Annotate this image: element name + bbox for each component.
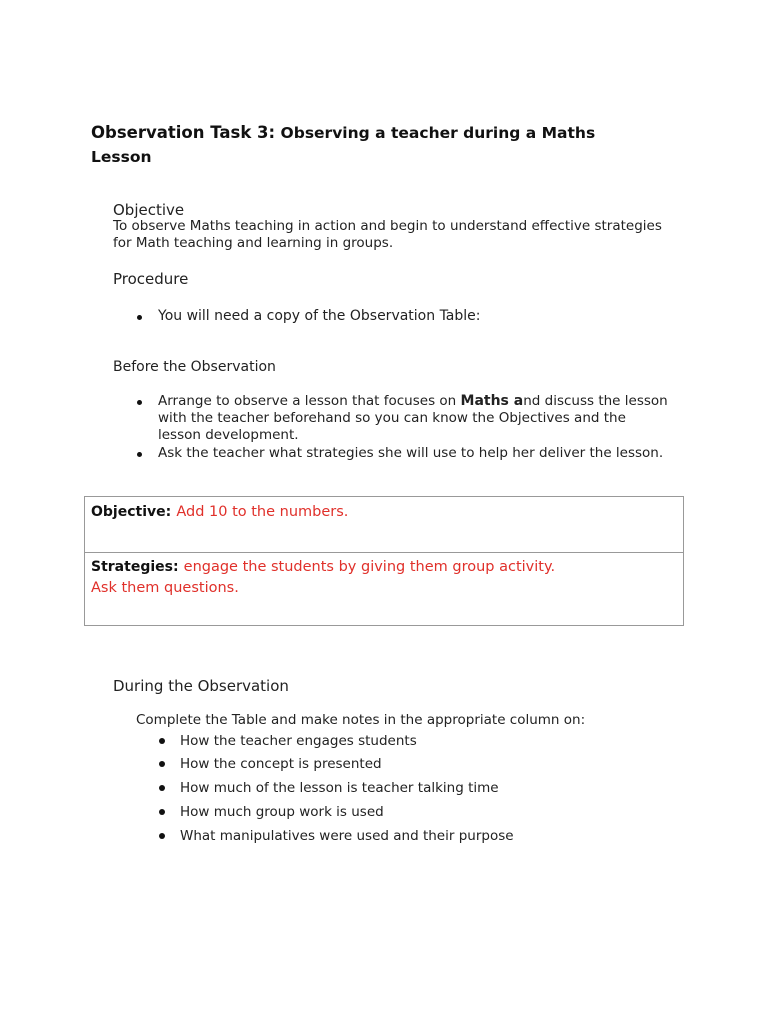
list-item-text: How the concept is presented	[180, 756, 382, 772]
title-task-description: Observing a teacher during a Maths	[280, 124, 596, 142]
list-item-text: How much of the lesson is teacher talking time	[180, 780, 499, 796]
before-bullet-1-line3: lesson development.	[158, 427, 299, 443]
bullet-icon	[159, 738, 165, 744]
before-bullet-1-bold: Maths a	[460, 393, 524, 409]
during-intro: Complete the Table and make notes in the appropriate column on:	[136, 712, 586, 728]
objective-text-line1: To observe Maths teaching in action and begin to understand effective strategies	[113, 218, 662, 234]
table-strategies-value-line2: Ask them questions.	[91, 580, 239, 596]
title-task-label: Observation Task 3:	[91, 123, 276, 142]
procedure-heading: Procedure	[113, 270, 189, 288]
list-item	[136, 828, 696, 848]
objective-heading: Objective	[113, 201, 185, 219]
before-bullet-1	[113, 393, 713, 445]
objective-text	[113, 218, 713, 252]
document-title	[91, 121, 691, 169]
bullet-icon	[159, 785, 165, 791]
observation-table	[84, 496, 684, 626]
list-item	[136, 780, 696, 800]
before-bullet-1-pre: Arrange to observe a lesson that focuses on	[158, 393, 461, 409]
bullet-icon	[159, 761, 165, 767]
bullet-icon	[159, 809, 165, 815]
before-bullet-1-line2: with the teacher beforehand so you can know the Objectives and the	[158, 410, 626, 426]
table-objective-value: Add 10 to the numbers.	[176, 504, 349, 520]
bullet-icon	[137, 315, 142, 320]
before-heading: Before the Observation	[113, 359, 276, 375]
list-item	[136, 804, 696, 824]
before-bullet-2	[113, 445, 733, 463]
table-objective-label: Objective:	[91, 504, 172, 520]
list-item	[136, 756, 696, 776]
bullet-icon	[137, 400, 142, 405]
procedure-bullet-text: You will need a copy of the Observation Table:	[158, 308, 481, 324]
before-bullet-1-text	[158, 393, 718, 444]
title-line2: Lesson	[91, 148, 152, 166]
list-item-text: What manipulatives were used and their purpose	[180, 828, 514, 844]
before-bullet-1-post: nd discuss the lesson	[523, 393, 668, 409]
list-item-text: How much group work is used	[180, 804, 384, 820]
procedure-bullet-item	[113, 308, 713, 328]
bullet-icon	[159, 833, 165, 839]
table-row-strategies	[91, 556, 676, 598]
table-strategies-label: Strategies:	[91, 559, 179, 575]
bullet-icon	[137, 452, 142, 457]
list-item-text: How the teacher engages students	[180, 733, 417, 749]
list-item	[136, 733, 696, 753]
table-row-objective	[91, 501, 676, 520]
before-bullet-2-text: Ask the teacher what strategies she will use to help her deliver the lesson.	[158, 445, 664, 461]
during-heading: During the Observation	[113, 677, 289, 695]
table-row-divider	[85, 552, 683, 553]
table-strategies-value-line1: engage the students by giving them group activity.	[183, 559, 556, 575]
objective-text-line2: for Math teaching and learning in groups.	[113, 235, 394, 251]
